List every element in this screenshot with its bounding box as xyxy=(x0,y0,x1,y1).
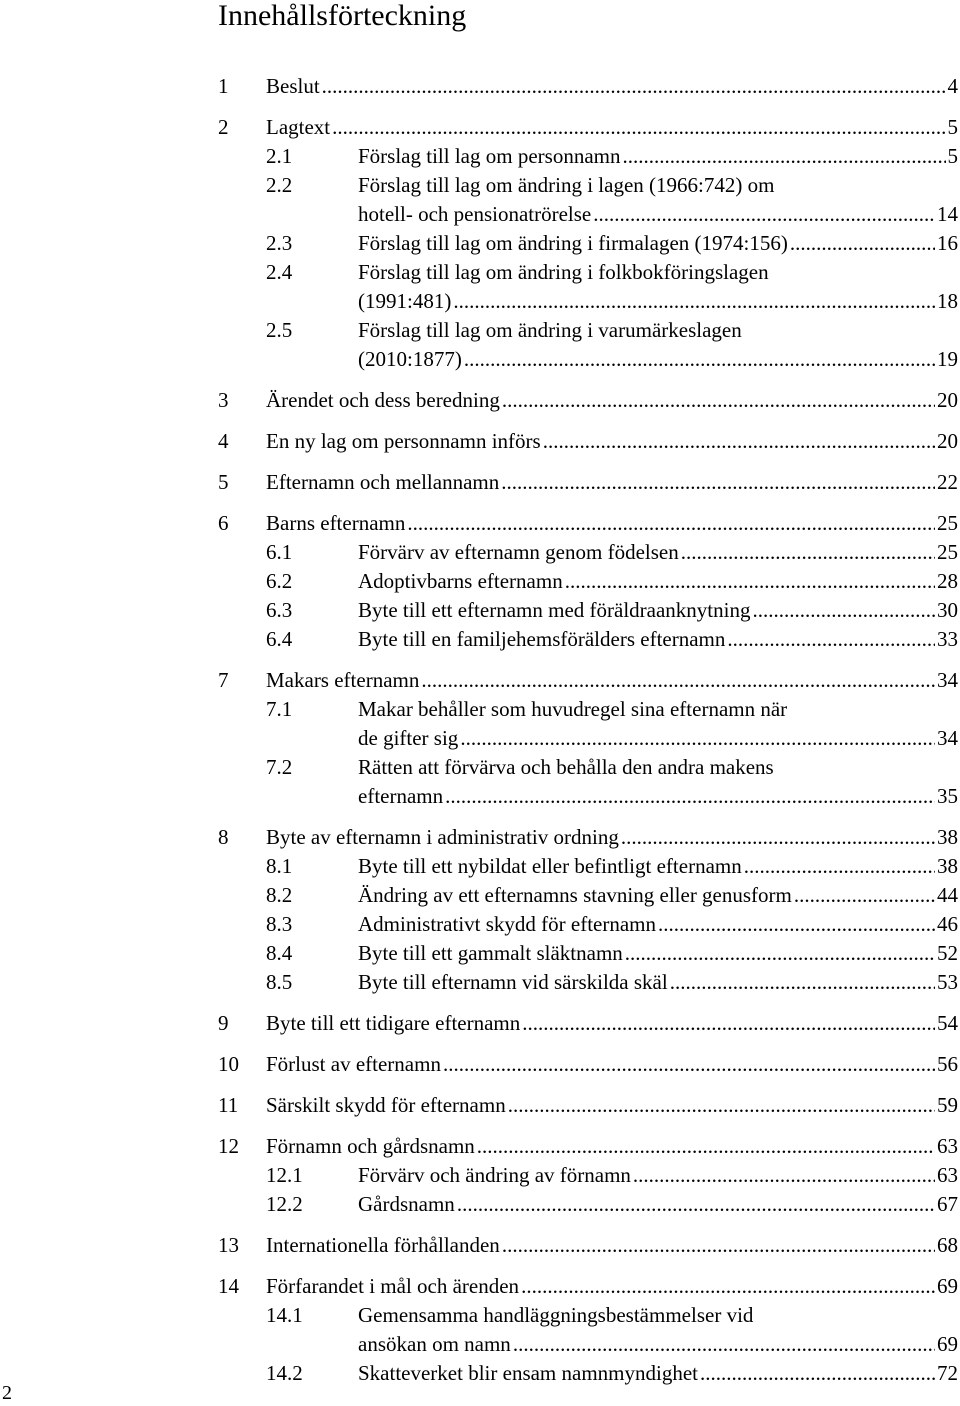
toc-entry[interactable] xyxy=(218,1009,958,1038)
dot-leader xyxy=(727,625,935,654)
toc-entry[interactable] xyxy=(218,427,958,456)
toc-page-number: 25 xyxy=(937,511,958,535)
dot-leader xyxy=(625,939,935,968)
toc-subentry[interactable] xyxy=(218,1161,958,1190)
toc-subentry[interactable] xyxy=(218,258,958,287)
toc-number: 14.1 xyxy=(266,1303,303,1327)
toc-number: 1 xyxy=(218,74,229,98)
toc-heading-continued: de gifter sig xyxy=(358,726,459,750)
toc-number: 8.4 xyxy=(266,941,293,965)
dot-leader xyxy=(621,823,935,852)
dot-leader xyxy=(445,782,935,811)
toc-heading: Makar behåller som huvudregel sina efternamn när xyxy=(358,697,788,721)
toc-heading: Förvärv av efternamn genom födelsen xyxy=(358,540,679,564)
toc-heading: Byte till ett gammalt släktnamn xyxy=(358,941,623,965)
toc-subentry[interactable] xyxy=(218,567,958,596)
toc-entry[interactable] xyxy=(218,1231,958,1260)
toc-number: 12 xyxy=(218,1134,239,1158)
page-number: 2 xyxy=(2,1382,12,1404)
toc-subentry[interactable] xyxy=(218,229,958,258)
toc-page-number: 69 xyxy=(937,1274,958,1298)
toc-heading: Gårdsnamn xyxy=(358,1192,455,1216)
toc-subentry[interactable] xyxy=(218,625,958,654)
toc-page-number: 28 xyxy=(937,569,958,593)
page-title: Innehållsförteckning xyxy=(218,0,467,32)
toc-heading: Byte till efternamn vid särskilda skäl xyxy=(358,970,668,994)
toc-heading: Efternamn och mellannamn xyxy=(266,470,500,494)
toc-page-number: 56 xyxy=(937,1052,958,1076)
toc-entry-continuation[interactable] xyxy=(218,782,958,811)
toc-heading: Förslag till lag om personnamn xyxy=(358,144,621,168)
toc-number: 8.3 xyxy=(266,912,293,936)
toc-number: 6.1 xyxy=(266,540,293,564)
toc-number: 2 xyxy=(218,115,229,139)
toc-heading: Förslag till lag om ändring i lagen (1966:742) om xyxy=(358,173,775,197)
toc-page-number: 20 xyxy=(937,429,958,453)
toc-number: 14.2 xyxy=(266,1361,303,1385)
toc-page-number: 53 xyxy=(937,970,958,994)
toc-heading: En ny lag om personnamn införs xyxy=(266,429,541,453)
toc-page-number: 25 xyxy=(937,540,958,564)
toc-number: 8.1 xyxy=(266,854,293,878)
toc-number: 6.4 xyxy=(266,627,293,651)
toc-number: 10 xyxy=(218,1052,239,1076)
toc-page-number: 30 xyxy=(937,598,958,622)
dot-leader xyxy=(593,200,935,229)
toc-entry-continuation[interactable] xyxy=(218,724,958,753)
toc-subentry[interactable] xyxy=(218,1190,958,1219)
toc-entry[interactable] xyxy=(218,509,958,538)
dot-leader xyxy=(477,1132,935,1161)
toc-heading: Särskilt skydd för efternamn xyxy=(266,1093,506,1117)
toc-entry[interactable] xyxy=(218,72,958,101)
dot-leader xyxy=(633,1161,935,1190)
toc-entry[interactable] xyxy=(218,1272,958,1301)
toc-subentry[interactable] xyxy=(218,1359,958,1388)
toc-number: 8 xyxy=(218,825,229,849)
toc-heading: Rätten att förvärva och behålla den andra makens xyxy=(358,755,774,779)
toc-heading: Adoptivbarns efternamn xyxy=(358,569,563,593)
toc-number: 6.3 xyxy=(266,598,293,622)
dot-leader xyxy=(457,1190,935,1219)
toc-heading: Byte av efternamn i administrativ ordning xyxy=(266,825,619,849)
toc-heading: Förlust av efternamn xyxy=(266,1052,441,1076)
toc-page-number: 44 xyxy=(937,883,958,907)
dot-leader xyxy=(502,1231,935,1260)
toc-entry[interactable] xyxy=(218,113,958,142)
toc-page-number: 5 xyxy=(947,144,958,168)
toc-page-number: 19 xyxy=(937,347,958,371)
toc-subentry[interactable] xyxy=(218,881,958,910)
toc-number: 5 xyxy=(218,470,229,494)
dot-leader xyxy=(322,72,946,101)
toc-subentry[interactable] xyxy=(218,596,958,625)
toc-heading: Förfarandet i mål och ärenden xyxy=(266,1274,520,1298)
toc-number: 13 xyxy=(218,1233,239,1257)
toc-heading: Byte till ett nybildat eller befintligt efternamn xyxy=(358,854,742,878)
toc-number: 2.3 xyxy=(266,231,293,255)
toc-number: 6 xyxy=(218,511,229,535)
dot-leader xyxy=(700,1359,935,1388)
toc-page-number: 63 xyxy=(937,1163,958,1187)
dot-leader xyxy=(513,1330,935,1359)
dot-leader xyxy=(752,596,935,625)
toc-page-number: 4 xyxy=(947,74,958,98)
toc-subentry[interactable] xyxy=(218,538,958,567)
toc-page-number: 22 xyxy=(937,470,958,494)
toc-subentry[interactable] xyxy=(218,316,958,345)
toc-number: 7.2 xyxy=(266,755,293,779)
toc-heading: Ändring av ett efternamns stavning eller genusform xyxy=(358,883,792,907)
table-of-contents xyxy=(218,72,958,1388)
toc-number: 14 xyxy=(218,1274,239,1298)
dot-leader xyxy=(502,386,935,415)
dot-leader xyxy=(790,229,935,258)
toc-page-number: 16 xyxy=(937,231,958,255)
toc-number: 12.2 xyxy=(266,1192,303,1216)
toc-page-number: 63 xyxy=(937,1134,958,1158)
toc-page-number: 67 xyxy=(937,1192,958,1216)
toc-heading: Lagtext xyxy=(266,115,331,139)
toc-heading-continued: ansökan om namn xyxy=(358,1332,511,1356)
dot-leader xyxy=(521,1272,935,1301)
toc-heading: Ärendet och dess beredning xyxy=(266,388,500,412)
toc-number: 2.2 xyxy=(266,173,293,197)
toc-page-number: 54 xyxy=(937,1011,958,1035)
toc-heading: Byte till en familjehemsförälders efternamn xyxy=(358,627,726,651)
toc-heading: Förslag till lag om ändring i firmalagen (1974:156) xyxy=(358,231,788,255)
toc-subentry[interactable] xyxy=(218,852,958,881)
toc-subentry[interactable] xyxy=(218,171,958,200)
toc-heading: Byte till ett efternamn med föräldraanknytning xyxy=(358,598,751,622)
toc-entry[interactable] xyxy=(218,823,958,852)
toc-subentry[interactable] xyxy=(218,753,958,782)
toc-page-number: 20 xyxy=(937,388,958,412)
toc-subentry[interactable] xyxy=(218,968,958,997)
toc-page-number: 46 xyxy=(937,912,958,936)
dot-leader xyxy=(332,113,945,142)
toc-page-number: 5 xyxy=(947,115,958,139)
toc-heading: Byte till ett tidigare efternamn xyxy=(266,1011,521,1035)
dot-leader xyxy=(508,1091,935,1120)
toc-subentry[interactable] xyxy=(218,695,958,724)
dot-leader xyxy=(670,968,935,997)
toc-number: 11 xyxy=(218,1093,239,1117)
toc-heading: Förnamn och gårdsnamn xyxy=(266,1134,475,1158)
toc-page-number: 14 xyxy=(937,202,958,226)
toc-heading-continued: (1991:481) xyxy=(358,289,452,313)
toc-page-number: 34 xyxy=(937,668,958,692)
toc-entry[interactable] xyxy=(218,1091,958,1120)
toc-heading-continued: hotell- och pensionatrörelse xyxy=(358,202,592,226)
toc-entry-continuation[interactable] xyxy=(218,287,958,316)
toc-number: 12.1 xyxy=(266,1163,303,1187)
toc-heading-continued: efternamn xyxy=(358,784,444,808)
dot-leader xyxy=(501,468,935,497)
toc-heading: Barns efternamn xyxy=(266,511,406,535)
toc-number: 7 xyxy=(218,668,229,692)
toc-entry[interactable] xyxy=(218,468,958,497)
dot-leader xyxy=(522,1009,935,1038)
dot-leader xyxy=(407,509,935,538)
toc-number: 4 xyxy=(218,429,229,453)
toc-heading: Förslag till lag om ändring i varumärkeslagen xyxy=(358,318,742,342)
dot-leader xyxy=(794,881,935,910)
toc-number: 2.5 xyxy=(266,318,293,342)
toc-page-number: 34 xyxy=(937,726,958,750)
toc-page-number: 68 xyxy=(937,1233,958,1257)
dot-leader xyxy=(744,852,935,881)
dot-leader xyxy=(681,538,935,567)
toc-number: 2.4 xyxy=(266,260,293,284)
dot-leader xyxy=(460,724,935,753)
toc-subentry[interactable] xyxy=(218,939,958,968)
toc-entry-continuation[interactable] xyxy=(218,200,958,229)
toc-page-number: 38 xyxy=(937,854,958,878)
toc-heading: Skatteverket blir ensam namnmyndighet xyxy=(358,1361,698,1385)
toc-page-number: 18 xyxy=(937,289,958,313)
toc-heading: Beslut xyxy=(266,74,320,98)
toc-page-number: 35 xyxy=(937,784,958,808)
dot-leader xyxy=(622,142,945,171)
toc-page-number: 72 xyxy=(937,1361,958,1385)
dot-leader xyxy=(658,910,935,939)
toc-number: 8.2 xyxy=(266,883,293,907)
dot-leader xyxy=(453,287,935,316)
toc-heading: Förslag till lag om ändring i folkbokföringslagen xyxy=(358,260,769,284)
dot-leader xyxy=(464,345,935,374)
toc-number: 2.1 xyxy=(266,144,293,168)
toc-number: 3 xyxy=(218,388,229,412)
dot-leader xyxy=(421,666,935,695)
toc-entry-continuation[interactable] xyxy=(218,1330,958,1359)
toc-number: 8.5 xyxy=(266,970,293,994)
toc-entry[interactable] xyxy=(218,666,958,695)
toc-entry[interactable] xyxy=(218,1050,958,1079)
dot-leader xyxy=(565,567,935,596)
toc-page-number: 52 xyxy=(937,941,958,965)
toc-entry[interactable] xyxy=(218,1132,958,1161)
toc-page-number: 69 xyxy=(937,1332,958,1356)
toc-entry[interactable] xyxy=(218,386,958,415)
toc-heading-continued: (2010:1877) xyxy=(358,347,462,371)
toc-heading: Internationella förhållanden xyxy=(266,1233,500,1257)
toc-number: 9 xyxy=(218,1011,229,1035)
toc-page-number: 33 xyxy=(937,627,958,651)
toc-subentry[interactable] xyxy=(218,142,958,171)
toc-number: 6.2 xyxy=(266,569,293,593)
toc-subentry[interactable] xyxy=(218,910,958,939)
toc-heading: Förvärv och ändring av förnamn xyxy=(358,1163,631,1187)
toc-page-number: 59 xyxy=(937,1093,958,1117)
dot-leader xyxy=(443,1050,935,1079)
toc-heading: Gemensamma handläggningsbestämmelser vid xyxy=(358,1303,754,1327)
toc-number: 7.1 xyxy=(266,697,293,721)
toc-subentry[interactable] xyxy=(218,1301,958,1330)
dot-leader xyxy=(543,427,935,456)
toc-heading: Administrativt skydd för efternamn xyxy=(358,912,657,936)
toc-heading: Makars efternamn xyxy=(266,668,420,692)
toc-page-number: 38 xyxy=(937,825,958,849)
toc-entry-continuation[interactable] xyxy=(218,345,958,374)
